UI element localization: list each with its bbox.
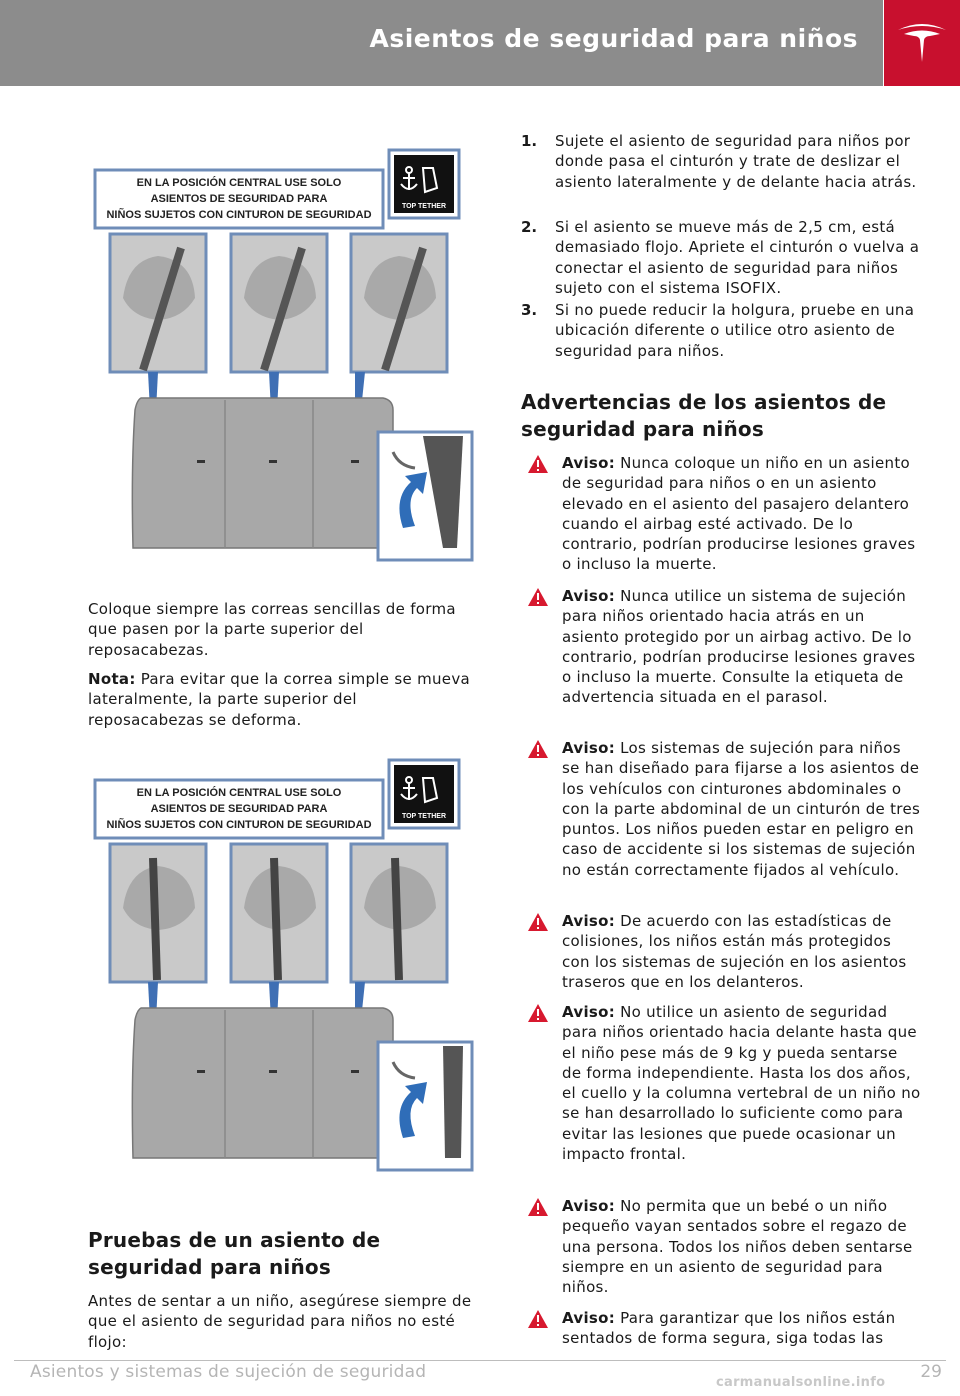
sign-line-1: EN LA POSICIÓN CENTRAL USE SOLO	[136, 177, 342, 189]
top-tether-label: TOP TETHER	[401, 203, 447, 210]
section-intro-pruebas: Antes de sentar a un niño, asegúrese siempre de que el asiento de seguridad para niños no esté flojo:	[88, 1292, 472, 1351]
step-number: 1.	[521, 132, 538, 150]
warning-7	[521, 1308, 921, 1349]
watermark: carmanualsonline.info	[716, 1375, 886, 1390]
warning-body: Nunca coloque un niño en un asiento de seguridad para niños o en un asiento elevado en el asiento del pasajero delantero cuando el airbag esté activado. De lo contrario, podrían producirse lesiones graves o incluso la muerte.	[562, 454, 916, 574]
step-number: 2.	[521, 218, 538, 236]
warning-2	[521, 586, 921, 708]
warning-text	[562, 586, 921, 708]
warning-label: Aviso:	[562, 1197, 616, 1215]
warning-body: No utilice un asiento de seguridad para niños orientado hacia delante hasta que el niño pese más de 9 kg y pueda sentarse de forma independiente. Hasta los dos años, el cuello y la columna vertebral de un niño no se han desarrollado lo suficiente como para evitar las lesiones que puede ocasionar un impacto frontal.	[562, 1003, 921, 1164]
warning-triangle-icon	[527, 1003, 549, 1023]
child-seat-illustration-2	[93, 758, 475, 1188]
note-text: Para evitar que la correa simple se mueva lateralmente, la parte superior del reposacabezas se deforma.	[88, 670, 471, 729]
tesla-logo	[884, 0, 960, 86]
paragraph-straps: Coloque siempre las correas sencillas de forma que pasen por la parte superior del reposacabezas.	[88, 600, 456, 659]
warning-text	[562, 738, 921, 880]
warning-1	[521, 453, 921, 575]
section-title-advertencias: Advertencias de los asientos de seguridad para niños	[521, 390, 887, 441]
warning-text	[562, 453, 921, 575]
sign-line-1: EN LA POSICIÓN CENTRAL USE SOLO	[136, 787, 342, 799]
page-number: 29	[920, 1362, 942, 1382]
warning-body: No permita que un bebé o un niño pequeño vayan sentados sobre el regazo de una persona. Todos los niños deben sentarse siempre en un asiento de seguridad para niños.	[562, 1197, 913, 1297]
warning-label: Aviso:	[562, 1003, 616, 1021]
step-text: Si no puede reducir la holgura, pruebe en una ubicación diferente o utilice otro asiento de seguridad para niños.	[555, 301, 915, 360]
warning-triangle-icon	[527, 454, 549, 474]
top-tether-label: TOP TETHER	[401, 813, 447, 820]
warning-label: Aviso:	[562, 454, 616, 472]
step-text: Sujete el asiento de seguridad para niños por donde pasa el cinturón y trate de deslizar el asiento lateralmente y de delante hacia atrás.	[555, 132, 917, 191]
tesla-logo-icon	[884, 0, 960, 86]
warning-triangle-icon	[527, 739, 549, 759]
warning-label: Aviso:	[562, 1309, 616, 1327]
warning-triangle-icon	[527, 1309, 549, 1329]
step-1	[521, 131, 921, 192]
child-seat-illustration-1	[93, 148, 475, 578]
warning-label: Aviso:	[562, 587, 616, 605]
warning-text	[562, 1196, 921, 1297]
warning-body: Los sistemas de sujeción para niños se han diseñado para fijarse a los asientos de los vehículos con cinturones abdominales o con la parte abdominal de un cinturón de tres puntos. Los niños pueden estar en peligro en caso de accidente si los sistemas de sujeción no están correctamente fijados al vehículo.	[562, 739, 921, 879]
sign-line-3: NIÑOS SUJETOS CON CINTURON DE SEGURIDAD	[106, 209, 372, 221]
warning-body: De acuerdo con las estadísticas de colisiones, los niños están más protegidos con los sistemas de sujeción en los asientos traseros que en los delanteros.	[562, 912, 907, 991]
sign-line-2: ASIENTOS DE SEGURIDAD PARA	[150, 193, 328, 205]
sign-line-3: NIÑOS SUJETOS CON CINTURON DE SEGURIDAD	[106, 819, 372, 831]
step-text: Si el asiento se mueve más de 2,5 cm, está demasiado flojo. Apriete el cinturón o vuelva a conectar el asiento de seguridad para niños sujeto con el sistema ISOFIX.	[555, 218, 920, 297]
footer-divider	[14, 1360, 946, 1361]
warning-text	[562, 1002, 921, 1164]
footer-section: Asientos y sistemas de sujeción de seguridad	[30, 1362, 427, 1382]
warning-label: Aviso:	[562, 739, 616, 757]
warning-body: Nunca utilice un sistema de sujeción para niños orientado hacia atrás en un asiento protegido por un airbag activo. De lo contrario, podrían producirse lesiones graves o incluso la muerte. Consulte la etiqueta de advertencia situada en el parasol.	[562, 587, 916, 707]
page-title: Asientos de seguridad para niños	[369, 24, 858, 53]
note-paragraph	[88, 669, 472, 730]
warning-6	[521, 1196, 921, 1297]
warning-body: Para garantizar que los niños están sentados de forma segura, siga todas las	[562, 1309, 896, 1348]
warning-text	[562, 911, 921, 992]
step-2	[521, 217, 921, 298]
warning-triangle-icon	[527, 587, 549, 607]
step-number: 3.	[521, 301, 538, 319]
warning-5	[521, 1002, 921, 1164]
warning-triangle-icon	[527, 912, 549, 932]
warning-triangle-icon	[527, 1197, 549, 1217]
sign-line-2: ASIENTOS DE SEGURIDAD PARA	[150, 803, 328, 815]
warning-text	[562, 1308, 921, 1349]
section-title-pruebas: Pruebas de un asiento de seguridad para niños	[88, 1228, 381, 1279]
warning-3	[521, 738, 921, 880]
warning-label: Aviso:	[562, 912, 616, 930]
note-label: Nota:	[88, 670, 136, 688]
step-3	[521, 300, 921, 361]
warning-4	[521, 911, 921, 992]
